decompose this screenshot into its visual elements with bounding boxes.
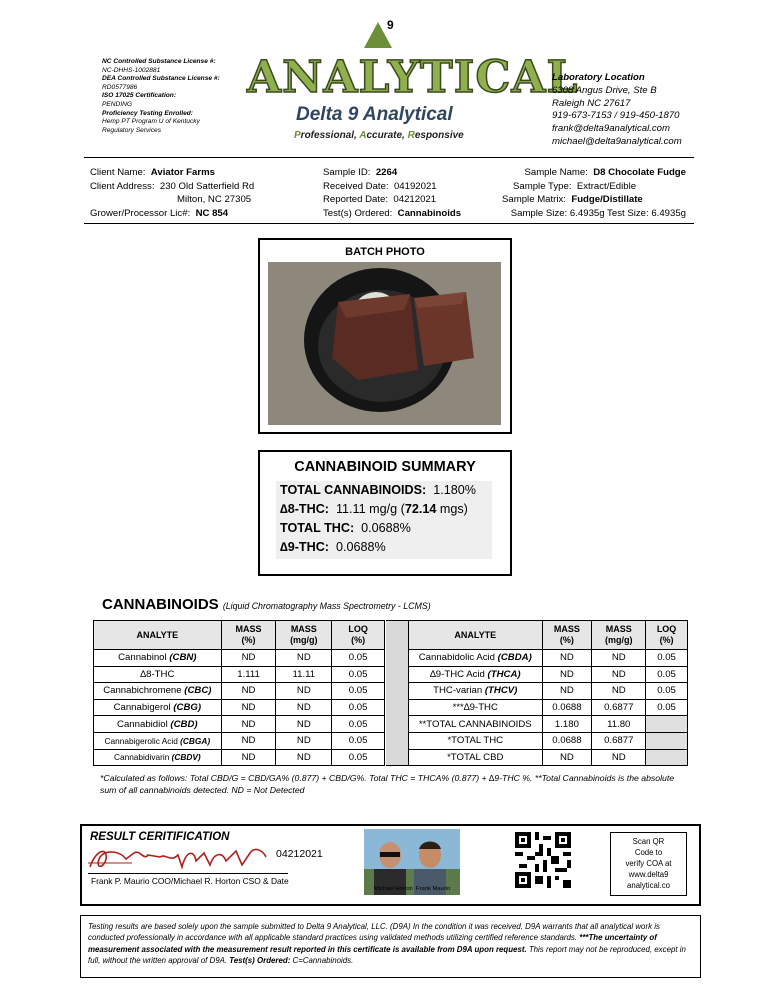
table-cell: ND (276, 716, 332, 733)
table-row (94, 650, 385, 667)
table-row (409, 683, 688, 700)
table-cell: ∆8-THC (94, 666, 222, 683)
column-header: MASS (mg/g) (592, 621, 646, 650)
lab-address: Raleigh NC 27617 (552, 97, 631, 109)
license-label: Proficiency Testing Enrolled: (102, 109, 193, 117)
license-label: ISO 17025 Certification: (102, 92, 177, 100)
license-block (102, 58, 220, 135)
table-row (94, 732, 385, 749)
table-cell: ND (276, 650, 332, 667)
table-cell: ND (221, 749, 276, 766)
table-cell: ND (221, 699, 276, 716)
batch-photo (268, 262, 501, 425)
table-cell: 0.6877 (592, 699, 646, 716)
sample-dates: Sample ID: 2264 Received Date: 04192021 Reported Date: 04212021 Test(s) Ordered: Cannabinoids (323, 167, 462, 219)
sample-details: Sample Name: D8 Chocolate Fudge Sample Type: Extract/Edible Sample Matrix: Fudge/Distillate Sample Size: 6.4935g Test Size: 6.4935g (502, 167, 686, 219)
summary-title: CANNABINOID SUMMARY (294, 459, 476, 475)
table-row (409, 650, 688, 667)
license-value: Hemp PT Program U of Kentucky (102, 118, 200, 126)
table-cell: 0.05 (332, 666, 385, 683)
table-cell: ***∆9-THC (409, 699, 543, 716)
table-cell: ND (221, 732, 276, 749)
signature-line (88, 873, 288, 874)
table-cell: Cannabigerolic Acid (CBGA) (94, 732, 222, 749)
lab-phone: 919-673-7153 / 919-450-1870 (552, 110, 680, 122)
calculation-note: *Calculated as follows: Total CBD/G = CBD/GA% (0.877) + CBD/G%. Total THC = THCA% (0.877) + ∆9-THC %. **Total Cannabinoids is the absolute sum of all cannabinoids detected. ND = Not Detected (100, 773, 675, 794)
lab-address: 6308 Angus Drive, Ste B (552, 84, 657, 96)
table-cell: *TOTAL CBD (409, 749, 543, 766)
license-value: Regulatory Services (102, 126, 162, 134)
certification-title: RESULT CERITIFICATION (90, 831, 230, 843)
company-tagline: Professional, Accurate, Responsive (294, 130, 464, 141)
company-name: Delta 9 Analytical (296, 104, 453, 125)
certification-date: 04212021 (276, 848, 323, 860)
table-cell: ND (592, 683, 646, 700)
license-label: DEA Controlled Substance License #: (102, 75, 220, 83)
table-cell: ND (221, 716, 276, 733)
column-header: LOQ (%) (646, 621, 688, 650)
table-cell: 0.05 (646, 666, 688, 683)
table-cell: ND (221, 650, 276, 667)
signers: Frank P. Maurio COO/Michael R. Horton CSO & Date (91, 876, 289, 886)
qr-instructions: Scan QR Code to verify COA at www.delta9 analytical.co (610, 832, 687, 896)
table-row (409, 749, 688, 766)
table-cell: 0.05 (646, 650, 688, 667)
table-row (94, 749, 385, 766)
cannabinoids-title: CANNABINOIDS (Liquid Chromatography Mass Spectrometry - LCMS) (102, 596, 431, 613)
table-header-row (94, 621, 385, 650)
table-cell: ND (276, 732, 332, 749)
table-cell: Cannabichromene (CBC) (94, 683, 222, 700)
license-value: PENDING (102, 100, 133, 108)
table-cell: ND (592, 749, 646, 766)
lab-location (552, 72, 682, 149)
table-spacer (386, 620, 408, 766)
table-row (94, 716, 385, 733)
column-header: LOQ (%) (332, 621, 385, 650)
table-cell: Cannabidivarin (CBDV) (94, 749, 222, 766)
table-cell (646, 732, 688, 749)
table-row (94, 666, 385, 683)
table-cell: Cannabigerol (CBG) (94, 699, 222, 716)
divider (84, 223, 694, 224)
table-cell: Cannabidiol (CBD) (94, 716, 222, 733)
license-label: NC Controlled Substance License #: (102, 58, 216, 65)
license-value: RD0577986 (102, 83, 138, 91)
batch-photo-title: BATCH PHOTO (345, 246, 425, 258)
table-row (409, 732, 688, 749)
license-value: NC-DHHS-1002881 (102, 66, 161, 74)
table-cell: ND (276, 699, 332, 716)
table-cell: 0.05 (332, 716, 385, 733)
table-cell: 0.6877 (592, 732, 646, 749)
table-row (409, 699, 688, 716)
staff-photo-caption: Michael Horton Frank Maurio (373, 886, 451, 892)
table-cell: ND (542, 683, 592, 700)
summary-values: TOTAL CANNABINOIDS: 1.180% ∆8-THC: 11.11 mg/g (72.14 mgs) TOTAL THC: 0.0688% ∆9-THC: 0.0688% (276, 481, 492, 559)
column-header: MASS (%) (221, 621, 276, 650)
lab-email-link[interactable]: michael@delta9analytical.com (552, 135, 682, 147)
qr-code-icon[interactable] (515, 832, 571, 888)
results-table-left (93, 620, 385, 766)
logo-superscript: 9 (387, 18, 394, 32)
table-cell: Cannabinol (CBN) (94, 650, 222, 667)
table-cell: THC-varian (THCV) (409, 683, 543, 700)
table-cell: 0.05 (332, 749, 385, 766)
table-cell: 11.80 (592, 716, 646, 733)
table-cell: 0.05 (332, 650, 385, 667)
table-row (94, 683, 385, 700)
table-cell: ND (276, 749, 332, 766)
table-cell: ND (542, 666, 592, 683)
table-cell: 0.05 (332, 683, 385, 700)
column-header: ANALYTE (94, 621, 222, 650)
column-header: MASS (mg/g) (276, 621, 332, 650)
table-row (94, 699, 385, 716)
table-cell: 1.180 (542, 716, 592, 733)
table-cell: **TOTAL CANNABINOIDS (409, 716, 543, 733)
divider (84, 157, 694, 158)
table-cell: ND (592, 666, 646, 683)
table-cell: 0.0688 (542, 732, 592, 749)
disclaimer-text: Testing results are based solely upon the sample submitted to Delta 9 Analytical, LLC. (D9A) In the condition it was received. D9A warrants that all analytical work is conducted professionally in accordance with all applicable standard practices using validated methods utilizing certified reference standards. ***The uncertainty of measurement associated with the measurement result reported in this certificate is available from D9A upon request. This report may not be reproduced, except in full, without the written approval of D9A. Test(s) Ordered: C=Cannabinoids. (88, 922, 686, 966)
table-cell: Cannabidolic Acid (CBDA) (409, 650, 543, 667)
lab-title: Laboratory Location (552, 72, 645, 83)
logo-wordmark: ANALYTICAL (247, 52, 579, 103)
table-row (409, 666, 688, 683)
table-cell: 0.05 (332, 732, 385, 749)
client-info: Client Name: Aviator Farms Client Address: 230 Old Satterfield Rd Milton, NC 27305 Grower/Processor Lic#: NC 854 (90, 167, 255, 219)
table-cell: ND (276, 683, 332, 700)
table-cell: 1.111 (221, 666, 276, 683)
table-cell: 11.11 (276, 666, 332, 683)
table-cell: ND (542, 749, 592, 766)
table-cell: ND (542, 650, 592, 667)
table-cell: ∆9-THC Acid (THCA) (409, 666, 543, 683)
table-cell: ND (221, 683, 276, 700)
table-cell: 0.0688 (542, 699, 592, 716)
table-cell: *TOTAL THC (409, 732, 543, 749)
table-cell (646, 716, 688, 733)
table-cell (646, 749, 688, 766)
table-row (409, 716, 688, 733)
table-cell: 0.05 (332, 699, 385, 716)
lab-email-link[interactable]: frank@delta9analytical.com (552, 123, 670, 135)
table-header-row (409, 621, 688, 650)
table-cell: ND (592, 650, 646, 667)
table-cell: 0.05 (646, 683, 688, 700)
table-cell: 0.05 (646, 699, 688, 716)
column-header: MASS (%) (542, 621, 592, 650)
column-header: ANALYTE (409, 621, 543, 650)
results-table-right (408, 620, 688, 766)
